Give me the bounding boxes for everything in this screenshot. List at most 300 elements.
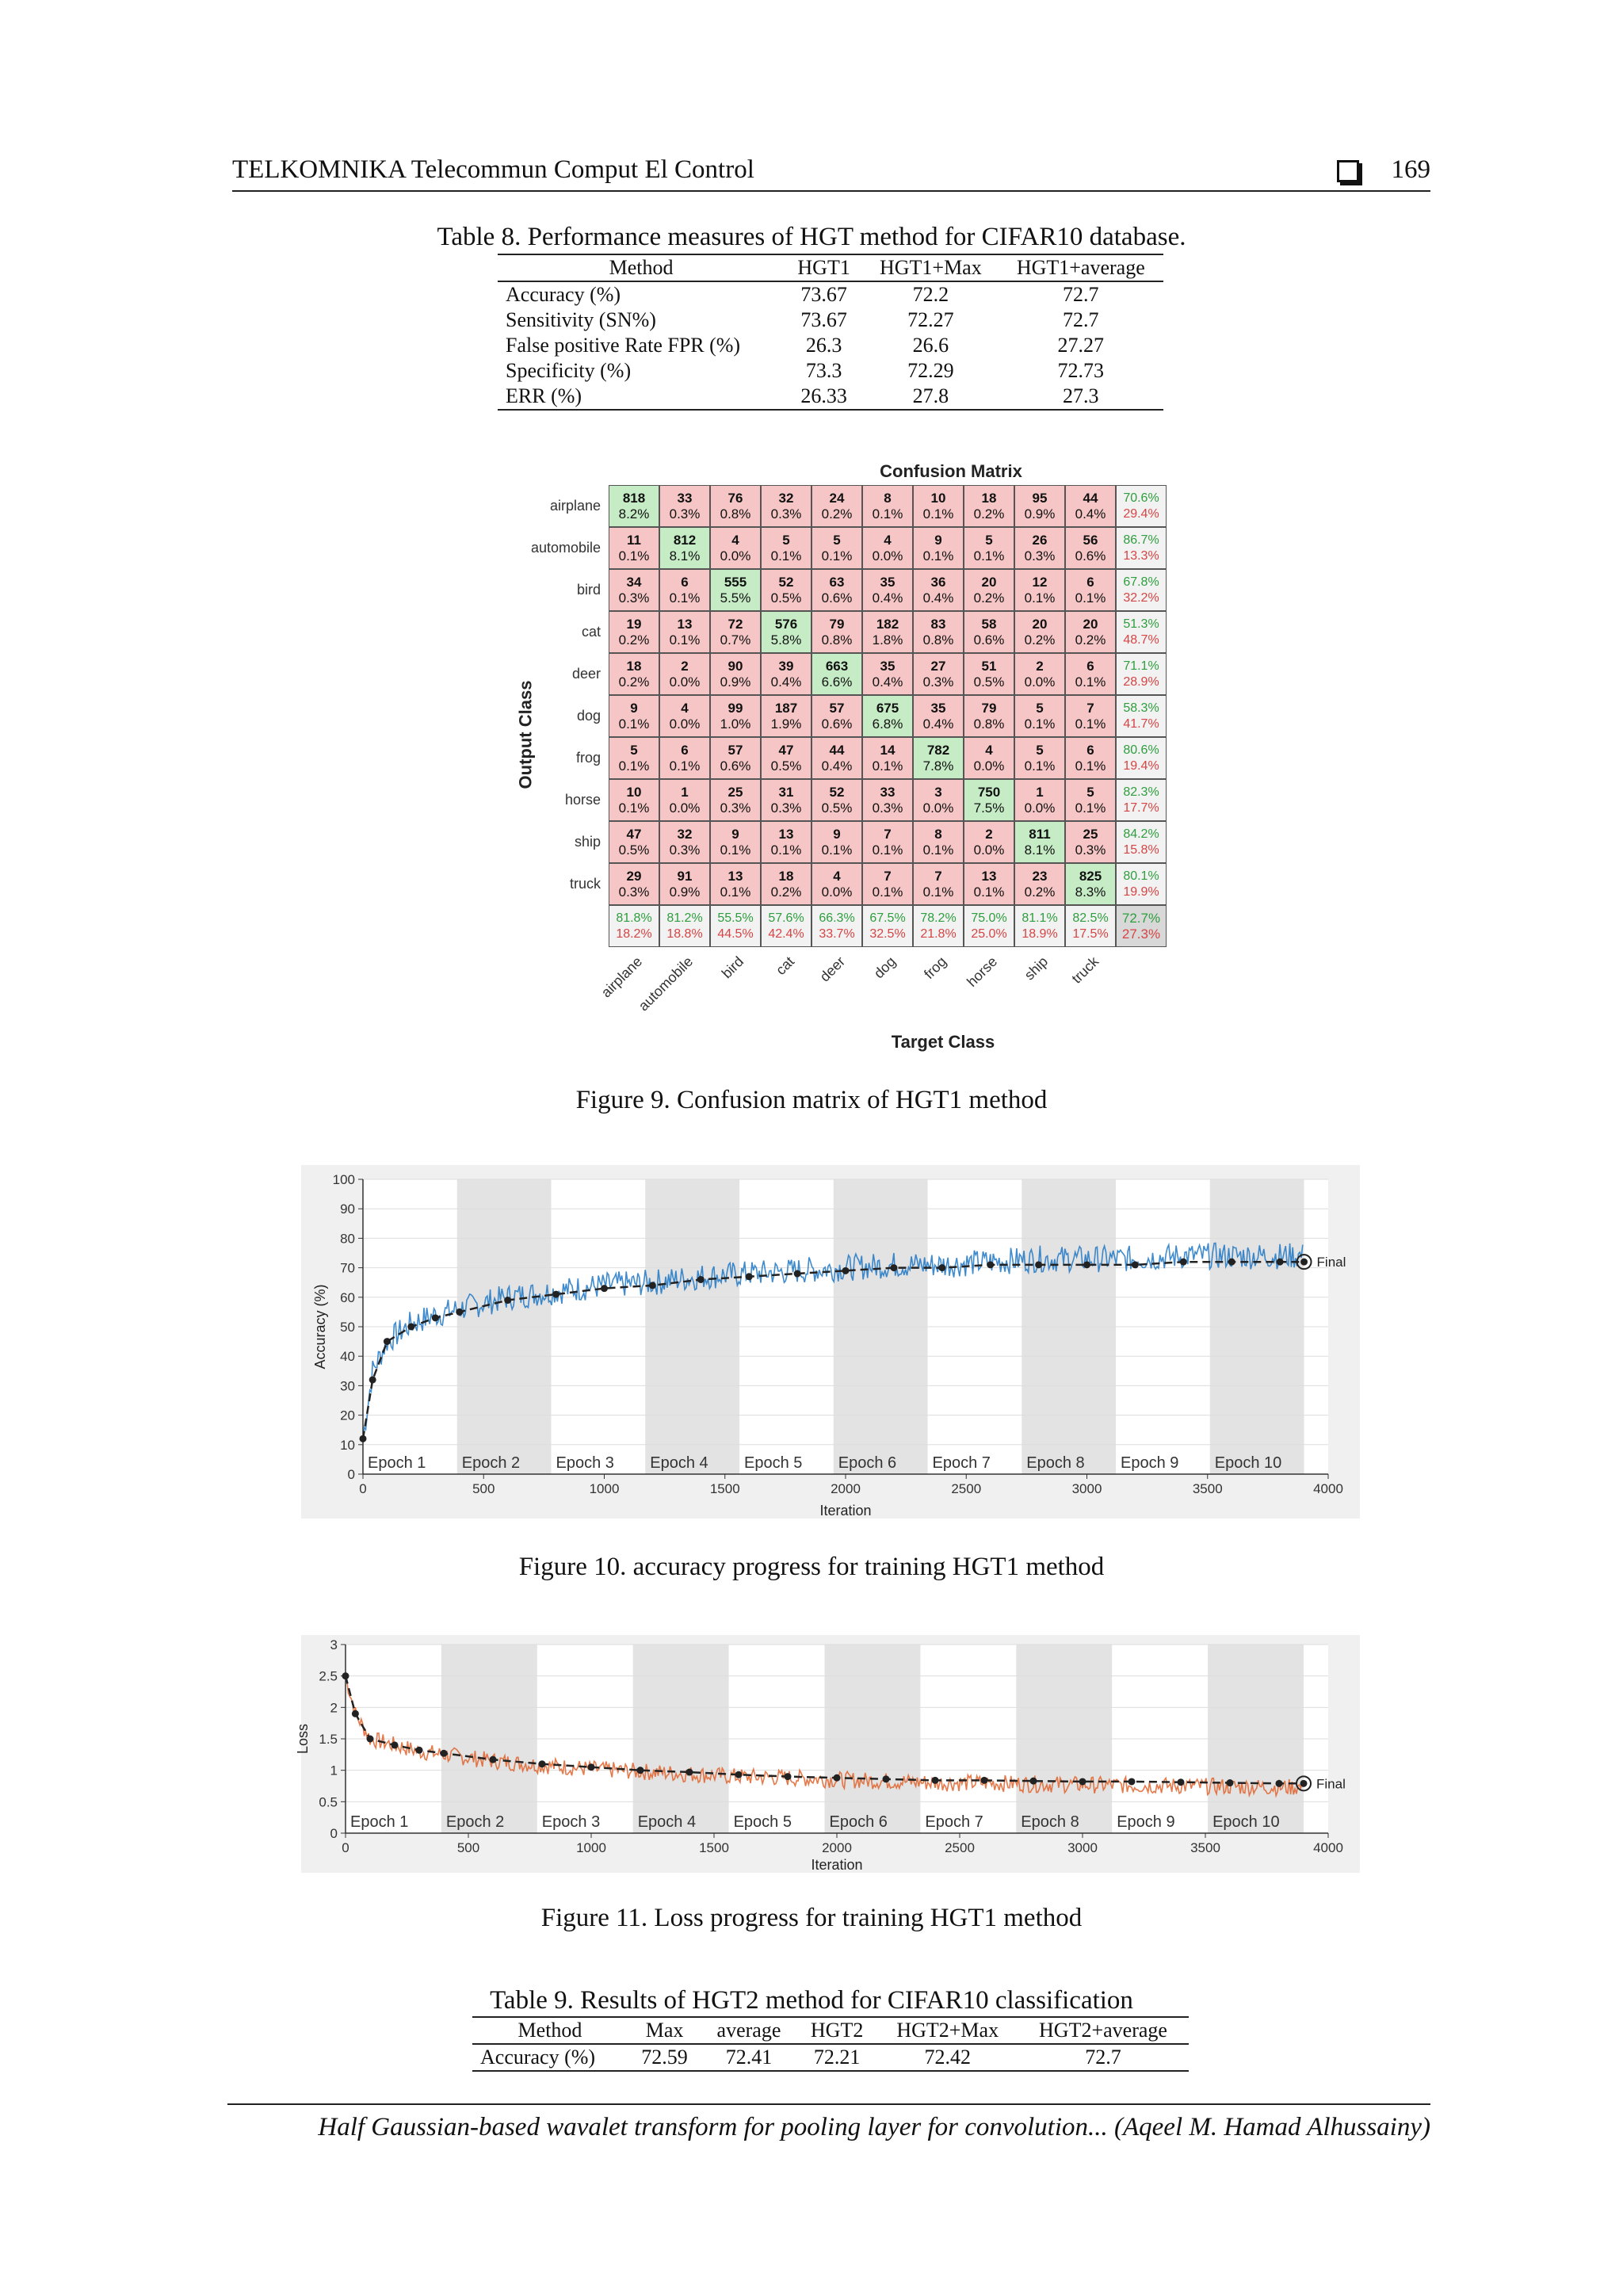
overall-accuracy-cell bbox=[1116, 905, 1167, 947]
table-row-label: False positive Rate FPR (%) bbox=[506, 334, 741, 357]
cell-count: 52 bbox=[829, 785, 845, 800]
x-tick-label: 1500 bbox=[699, 1840, 729, 1855]
cell-percent: 0.3% bbox=[922, 674, 954, 690]
matrix-cell bbox=[913, 527, 964, 569]
y-tick-label: 40 bbox=[340, 1349, 355, 1365]
cell-percent: 0.8% bbox=[922, 632, 954, 648]
cell-percent: 0.1% bbox=[1075, 716, 1106, 732]
cell-count: 32 bbox=[778, 491, 794, 506]
matrix-cell bbox=[761, 737, 812, 779]
matrix-cell bbox=[761, 527, 812, 569]
table-row bbox=[472, 2044, 1189, 2071]
validation-point bbox=[1079, 1778, 1086, 1785]
validation-point bbox=[552, 1291, 559, 1298]
precision-value: 82.3% bbox=[1123, 785, 1159, 799]
matrix-cell bbox=[710, 611, 761, 653]
table-cell: 72.7 bbox=[1018, 2044, 1189, 2071]
confusion-matrix-xlabel: Target Class bbox=[891, 1032, 995, 1052]
x-tick-label: 1000 bbox=[576, 1840, 606, 1855]
matrix-cell bbox=[659, 737, 710, 779]
cell-percent: 0.3% bbox=[770, 506, 802, 521]
cell-count: 8 bbox=[934, 827, 942, 842]
validation-point bbox=[352, 1710, 359, 1717]
cell-count: 5 bbox=[833, 533, 841, 548]
matrix-cell bbox=[1065, 779, 1116, 821]
matrix-cell bbox=[964, 653, 1014, 695]
cell-count: 7 bbox=[884, 827, 892, 842]
table-cell: 72.42 bbox=[877, 2044, 1018, 2071]
square-bullet-icon bbox=[1337, 160, 1359, 182]
recall-value: 81.2% bbox=[666, 911, 703, 925]
validation-point bbox=[1132, 1261, 1139, 1268]
table-cell: 72.7 bbox=[1063, 283, 1099, 306]
matrix-cell bbox=[1065, 485, 1116, 527]
cell-count: 818 bbox=[622, 491, 646, 506]
matrix-cell bbox=[1014, 779, 1065, 821]
matrix-cell bbox=[913, 737, 964, 779]
cell-percent: 8.3% bbox=[1075, 884, 1106, 900]
table-header-cell: HGT1+Max bbox=[863, 254, 998, 281]
error-value: 48.7% bbox=[1123, 633, 1159, 647]
table-row-label: ERR (%) bbox=[498, 384, 785, 410]
error-value: 28.9% bbox=[1123, 675, 1159, 689]
y-tick-label: 0 bbox=[347, 1467, 355, 1482]
table-cell: 72.27 bbox=[907, 308, 954, 331]
cell-count: 19 bbox=[626, 617, 642, 632]
validation-point bbox=[504, 1297, 511, 1304]
cell-count: 25 bbox=[1083, 827, 1098, 842]
validation-point bbox=[369, 1376, 376, 1383]
epoch-label: Epoch 3 bbox=[556, 1454, 614, 1472]
recall-value: 82.5% bbox=[1072, 911, 1109, 925]
cell-percent: 0.3% bbox=[1024, 548, 1056, 563]
precision-value: 80.1% bbox=[1123, 869, 1159, 883]
cell-count: 6 bbox=[681, 743, 689, 758]
row-class-label: truck bbox=[569, 876, 601, 892]
cell-percent: 8.1% bbox=[1024, 842, 1056, 858]
cell-count: 7 bbox=[884, 869, 892, 884]
matrix-cell bbox=[609, 737, 659, 779]
matrix-cell bbox=[609, 527, 659, 569]
x-tick-label: 2000 bbox=[831, 1481, 861, 1496]
table-header-cell: Max bbox=[628, 2017, 701, 2044]
validation-point bbox=[981, 1777, 988, 1784]
row-summary-cell bbox=[1116, 863, 1167, 905]
matrix-cell bbox=[1065, 737, 1116, 779]
validation-point bbox=[686, 1769, 693, 1776]
cell-count: 4 bbox=[833, 869, 841, 884]
error-value: 25.0% bbox=[971, 927, 1007, 941]
cell-percent: 0.3% bbox=[618, 884, 650, 900]
row-summary-cell bbox=[1116, 611, 1167, 653]
cell-percent: 8.2% bbox=[618, 506, 650, 521]
cell-count: 10 bbox=[930, 491, 946, 506]
matrix-cell bbox=[964, 737, 1014, 779]
table-cell: 27.8 bbox=[863, 384, 998, 410]
matrix-cell bbox=[964, 527, 1014, 569]
validation-point bbox=[539, 1760, 546, 1767]
cell-count: 576 bbox=[774, 617, 798, 632]
validation-point bbox=[637, 1767, 644, 1774]
cell-percent: 0.4% bbox=[922, 716, 954, 732]
cell-count: 750 bbox=[977, 785, 1001, 800]
table9 bbox=[472, 2016, 1189, 2072]
validation-point bbox=[1300, 1259, 1308, 1266]
matrix-cell bbox=[1065, 569, 1116, 611]
cell-percent: 0.3% bbox=[872, 800, 903, 816]
table-row bbox=[498, 281, 1163, 308]
cell-count: 2 bbox=[985, 827, 993, 842]
cell-percent: 0.1% bbox=[922, 884, 954, 900]
cell-percent: 0.0% bbox=[973, 842, 1005, 858]
matrix-cell bbox=[862, 695, 913, 737]
x-tick-label: 2000 bbox=[822, 1840, 852, 1855]
table-row-label: Accuracy (%) bbox=[506, 283, 621, 306]
cell-count: 44 bbox=[829, 743, 845, 758]
cell-count: 13 bbox=[677, 617, 693, 632]
cell-percent: 0.3% bbox=[618, 590, 650, 606]
cell-count: 782 bbox=[926, 743, 950, 758]
y-tick-label: 3 bbox=[330, 1637, 338, 1652]
matrix-cell bbox=[710, 695, 761, 737]
cell-count: 72 bbox=[727, 617, 743, 632]
cell-count: 91 bbox=[677, 869, 693, 884]
recall-value: 57.6% bbox=[768, 911, 804, 925]
epoch-label: Epoch 10 bbox=[1212, 1813, 1280, 1831]
cell-count: 51 bbox=[981, 659, 997, 674]
validation-point bbox=[735, 1771, 743, 1778]
table-cell: 73.67 bbox=[800, 283, 847, 306]
cell-count: 56 bbox=[1083, 533, 1098, 548]
cell-percent: 0.9% bbox=[720, 674, 751, 690]
cell-percent: 0.1% bbox=[872, 506, 903, 521]
matrix-cell bbox=[964, 611, 1014, 653]
column-class-label: frog bbox=[921, 953, 950, 983]
cell-percent: 0.5% bbox=[770, 758, 802, 774]
validation-point bbox=[834, 1775, 841, 1782]
cell-percent: 0.8% bbox=[973, 716, 1005, 732]
matrix-cell bbox=[609, 821, 659, 863]
cell-count: 32 bbox=[677, 827, 693, 842]
matrix-cell bbox=[1014, 653, 1065, 695]
matrix-cell bbox=[609, 863, 659, 905]
cell-count: 13 bbox=[981, 869, 997, 884]
row-summary-cell bbox=[1116, 527, 1167, 569]
matrix-cell bbox=[812, 485, 862, 527]
cell-count: 35 bbox=[880, 575, 896, 590]
validation-point bbox=[360, 1435, 367, 1442]
table-header-cell: HGT2+Max bbox=[877, 2017, 1018, 2044]
row-summary-cell bbox=[1116, 653, 1167, 695]
row-class-label: ship bbox=[574, 834, 601, 850]
matrix-cell bbox=[862, 485, 913, 527]
x-tick-label: 0 bbox=[342, 1840, 349, 1855]
column-class-label: horse bbox=[964, 953, 1001, 990]
table-row bbox=[498, 358, 1163, 384]
validation-point bbox=[391, 1741, 399, 1748]
cell-percent: 0.5% bbox=[618, 842, 650, 858]
matrix-cell bbox=[1014, 863, 1065, 905]
cell-percent: 0.1% bbox=[618, 800, 650, 816]
error-value: 13.3% bbox=[1123, 549, 1159, 563]
error-value: 18.2% bbox=[616, 927, 652, 941]
cell-percent: 0.4% bbox=[872, 590, 903, 606]
x-tick-label: 2500 bbox=[945, 1840, 975, 1855]
matrix-cell bbox=[761, 821, 812, 863]
cell-percent: 0.1% bbox=[618, 758, 650, 774]
cell-count: 4 bbox=[985, 743, 993, 758]
x-tick-label: 0 bbox=[359, 1481, 367, 1496]
precision-value: 71.1% bbox=[1123, 659, 1159, 673]
cell-percent: 0.0% bbox=[669, 716, 701, 732]
y-tick-label: 1.5 bbox=[319, 1732, 338, 1747]
cell-percent: 0.4% bbox=[770, 674, 802, 690]
cell-count: 79 bbox=[829, 617, 845, 632]
cell-percent: 1.0% bbox=[720, 716, 751, 732]
matrix-cell bbox=[1065, 821, 1116, 863]
matrix-cell bbox=[1014, 737, 1065, 779]
cell-percent: 0.1% bbox=[872, 842, 903, 858]
matrix-cell bbox=[1014, 821, 1065, 863]
cell-count: 34 bbox=[626, 575, 642, 590]
matrix-cell bbox=[964, 569, 1014, 611]
x-tick-label: 1500 bbox=[709, 1481, 740, 1496]
cell-percent: 0.6% bbox=[720, 758, 751, 774]
column-summary-cell bbox=[659, 905, 710, 947]
cell-count: 6 bbox=[1086, 743, 1094, 758]
epoch-label: Epoch 5 bbox=[744, 1454, 803, 1472]
cell-count: 33 bbox=[677, 491, 693, 506]
y-tick-label: 50 bbox=[340, 1320, 355, 1335]
column-class-label: cat bbox=[773, 953, 798, 979]
cell-count: 57 bbox=[727, 743, 743, 758]
cell-percent: 6.8% bbox=[872, 716, 903, 732]
error-value: 18.8% bbox=[666, 927, 703, 941]
matrix-cell bbox=[609, 569, 659, 611]
table-cell: 72.73 bbox=[1057, 359, 1105, 382]
cell-count: 23 bbox=[1032, 869, 1048, 884]
accuracy-chart bbox=[301, 1165, 1360, 1519]
row-class-label: deer bbox=[571, 666, 601, 682]
cell-percent: 0.0% bbox=[1024, 674, 1056, 690]
column-class-label: deer bbox=[816, 953, 849, 985]
cell-count: 1 bbox=[681, 785, 689, 800]
matrix-cell bbox=[862, 611, 913, 653]
row-class-label: frog bbox=[575, 750, 601, 766]
table-row bbox=[498, 384, 1163, 410]
cell-percent: 0.1% bbox=[922, 548, 954, 563]
cell-percent: 0.2% bbox=[618, 632, 650, 648]
matrix-cell bbox=[659, 695, 710, 737]
confusion-matrix-figure bbox=[491, 455, 1181, 1057]
cell-count: 20 bbox=[1032, 617, 1048, 632]
validation-point bbox=[1180, 1259, 1187, 1266]
cell-percent: 0.1% bbox=[872, 758, 903, 774]
row-summary-cell bbox=[1116, 485, 1167, 527]
cell-count: 39 bbox=[778, 659, 794, 674]
cell-percent: 0.1% bbox=[618, 548, 650, 563]
matrix-cell bbox=[964, 779, 1014, 821]
accuracy-chart-svg bbox=[301, 1165, 1360, 1519]
matrix-cell bbox=[609, 695, 659, 737]
x-tick-label: 1000 bbox=[589, 1481, 620, 1496]
cell-count: 14 bbox=[880, 743, 896, 758]
column-summary-cell bbox=[1065, 905, 1116, 947]
row-class-label: airplane bbox=[549, 498, 601, 514]
validation-point bbox=[785, 1773, 792, 1780]
table8-caption: Table 8. Performance measures of HGT method for CIFAR10 database. bbox=[437, 223, 1186, 251]
matrix-cell bbox=[609, 611, 659, 653]
matrix-cell bbox=[761, 569, 812, 611]
error-value: 18.9% bbox=[1022, 927, 1058, 941]
cell-count: 79 bbox=[981, 701, 997, 716]
table9-caption: Table 9. Results of HGT2 method for CIFAR10 classification bbox=[490, 1986, 1133, 2015]
cell-percent: 0.3% bbox=[1075, 842, 1106, 858]
matrix-cell bbox=[659, 863, 710, 905]
recall-value: 81.1% bbox=[1022, 911, 1058, 925]
epoch-label: Epoch 8 bbox=[1026, 1454, 1085, 1472]
page-footer: Half Gaussian-based wavalet transform for pooling layer for convolution... (Aqeel M. Hamad Alhussainy) bbox=[227, 2103, 1430, 2142]
cell-percent: 0.5% bbox=[973, 674, 1005, 690]
matrix-cell bbox=[1065, 653, 1116, 695]
cell-count: 6 bbox=[681, 575, 689, 590]
cell-count: 675 bbox=[876, 701, 899, 716]
validation-point bbox=[407, 1324, 414, 1331]
cell-percent: 0.6% bbox=[821, 716, 853, 732]
cell-percent: 0.1% bbox=[669, 758, 701, 774]
cell-percent: 0.1% bbox=[973, 548, 1005, 563]
matrix-cell bbox=[659, 569, 710, 611]
matrix-cell bbox=[1014, 485, 1065, 527]
table-header-cell: Method bbox=[472, 2017, 628, 2044]
column-summary-cell bbox=[609, 905, 659, 947]
epoch-label: Epoch 10 bbox=[1214, 1454, 1282, 1472]
error-value: 41.7% bbox=[1123, 717, 1159, 731]
cell-percent: 0.1% bbox=[720, 884, 751, 900]
x-tick-label: 3500 bbox=[1192, 1481, 1223, 1496]
cell-percent: 0.2% bbox=[1024, 632, 1056, 648]
matrix-cell bbox=[862, 527, 913, 569]
cell-percent: 0.1% bbox=[669, 590, 701, 606]
cell-percent: 0.9% bbox=[1024, 506, 1056, 521]
validation-point bbox=[794, 1270, 801, 1278]
table-header-cell: average bbox=[701, 2017, 796, 2044]
validation-point bbox=[883, 1775, 890, 1782]
matrix-cell bbox=[710, 485, 761, 527]
cell-count: 187 bbox=[774, 701, 798, 716]
cell-percent: 0.4% bbox=[1075, 506, 1106, 521]
y-tick-label: 100 bbox=[332, 1172, 355, 1187]
precision-value: 84.2% bbox=[1123, 827, 1159, 841]
loss-chart-svg bbox=[295, 1635, 1360, 1873]
cell-percent: 0.1% bbox=[770, 548, 802, 563]
figure9-caption: Figure 9. Confusion matrix of HGT1 method bbox=[575, 1086, 1048, 1114]
table-cell: 73.3 bbox=[805, 359, 842, 382]
cell-count: 9 bbox=[934, 533, 942, 548]
cell-percent: 0.1% bbox=[973, 884, 1005, 900]
matrix-cell bbox=[812, 527, 862, 569]
matrix-cell bbox=[761, 695, 812, 737]
table-row-label: Sensitivity (SN%) bbox=[506, 308, 656, 331]
validation-point bbox=[1276, 1780, 1283, 1787]
matrix-cell bbox=[761, 779, 812, 821]
row-summary-cell bbox=[1116, 737, 1167, 779]
cell-count: 95 bbox=[1032, 491, 1048, 506]
matrix-cell bbox=[710, 653, 761, 695]
cell-percent: 0.1% bbox=[872, 884, 903, 900]
cell-percent: 0.4% bbox=[922, 590, 954, 606]
column-summary-cell bbox=[710, 905, 761, 947]
cell-count: 663 bbox=[825, 659, 849, 674]
y-tick-label: 1 bbox=[330, 1763, 338, 1778]
recall-value: 66.3% bbox=[819, 911, 855, 925]
matrix-cell bbox=[913, 485, 964, 527]
column-class-label: dog bbox=[870, 953, 899, 982]
row-class-label: automobile bbox=[530, 540, 601, 556]
precision-value: 51.3% bbox=[1123, 617, 1159, 631]
cell-count: 83 bbox=[930, 617, 946, 632]
cell-count: 18 bbox=[778, 869, 794, 884]
cell-percent: 1.8% bbox=[872, 632, 903, 648]
x-tick-label: 500 bbox=[472, 1481, 495, 1496]
validation-point bbox=[890, 1264, 897, 1271]
cell-count: 812 bbox=[673, 533, 697, 548]
cell-count: 13 bbox=[727, 869, 743, 884]
matrix-cell bbox=[812, 821, 862, 863]
column-class-label: ship bbox=[1021, 953, 1052, 984]
error-value: 42.4% bbox=[768, 927, 804, 941]
cell-percent: 0.2% bbox=[973, 506, 1005, 521]
cell-count: 9 bbox=[833, 827, 841, 842]
row-class-label: dog bbox=[576, 708, 601, 724]
matrix-cell bbox=[812, 611, 862, 653]
matrix-cell bbox=[1014, 527, 1065, 569]
cell-count: 57 bbox=[829, 701, 845, 716]
cell-count: 18 bbox=[981, 491, 997, 506]
table-cell: 27.3 bbox=[999, 384, 1163, 410]
validation-point bbox=[441, 1750, 448, 1757]
validation-point bbox=[697, 1276, 705, 1283]
column-summary-cell bbox=[761, 905, 812, 947]
validation-point bbox=[1277, 1259, 1284, 1266]
table-cell: 26.33 bbox=[785, 384, 863, 410]
cell-count: 6 bbox=[1086, 575, 1094, 590]
epoch-label: Epoch 4 bbox=[650, 1454, 708, 1472]
cell-percent: 0.6% bbox=[821, 590, 853, 606]
error-value: 44.5% bbox=[717, 927, 754, 941]
cell-percent: 0.5% bbox=[770, 590, 802, 606]
cell-percent: 0.1% bbox=[821, 548, 853, 563]
epoch-label: Epoch 4 bbox=[637, 1813, 697, 1831]
cell-percent: 0.0% bbox=[872, 548, 903, 563]
column-summary-cell bbox=[964, 905, 1014, 947]
recall-value: 75.0% bbox=[971, 911, 1007, 925]
matrix-cell bbox=[812, 653, 862, 695]
cell-percent: 0.5% bbox=[821, 800, 853, 816]
cell-count: 63 bbox=[829, 575, 845, 590]
table-cell: 27.27 bbox=[1057, 334, 1105, 357]
matrix-cell bbox=[812, 779, 862, 821]
cell-percent: 0.1% bbox=[922, 842, 954, 858]
validation-point bbox=[601, 1285, 608, 1292]
cell-count: 825 bbox=[1079, 869, 1102, 884]
cell-percent: 0.1% bbox=[821, 842, 853, 858]
matrix-cell bbox=[913, 821, 964, 863]
cell-percent: 0.6% bbox=[1075, 548, 1106, 563]
error-value: 19.9% bbox=[1123, 885, 1159, 899]
matrix-cell bbox=[710, 569, 761, 611]
validation-point bbox=[938, 1264, 945, 1271]
